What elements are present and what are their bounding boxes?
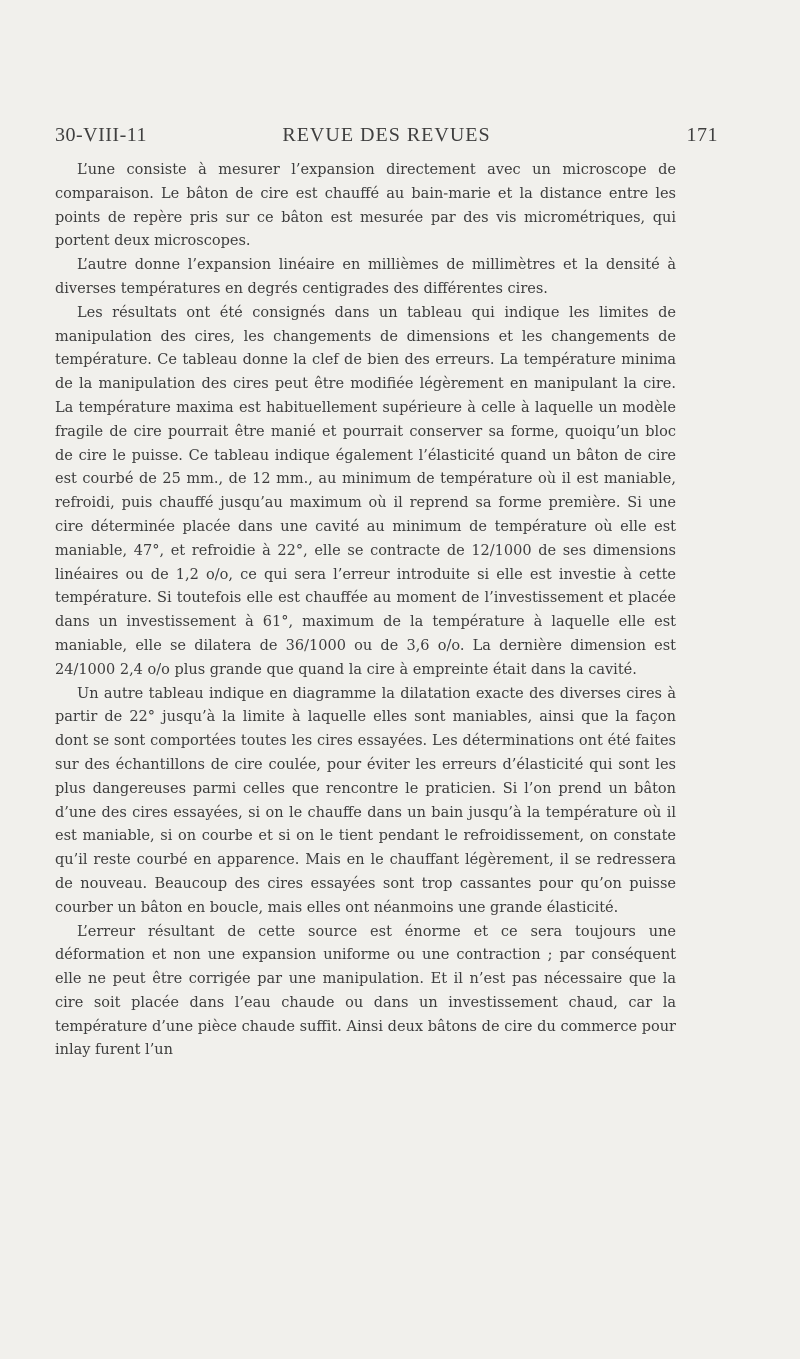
paragraph: Les résultats ont été consignés dans un tableau qui indique les limites de manipulation des cires, les changements de dimensions et les changements de température. Ce tableau donne la clef de bien des erreurs. La température minima de la manipulation des cires peut être modifiée légèrement en manipulant la cire. La température maxima est habituellement supérieure à celle à laquelle un modèle fragile de cire pourrait être manié et pourrait conserver sa forme, quoiqu’un bloc de cire le puisse. Ce tableau indique également l’élasticité quand un bâton de cire est courbé de 25 mm., de 12 mm., au minimum de température où il est maniable, refroidi, puis chauffé jusqu’au maximum où il reprend sa forme première. Si une cire déterminée placée dans une cavité au minimum de température où elle est maniable, 47°, et refroidie à 22°, elle se contracte de 12/1000 de ses dimensions linéaires ou de 1,2 o/o, ce qui sera l’erreur introduite si elle est investie à cette température. Si toutefois elle est chauffée au moment de l’investissement et placée dans un investissement à 61°, maximum de la température à laquelle elle est maniable, elle se dilatera de 36/1000 ou de 3,6 o/o. La dernière dimension est 24/1000 2,4 o/o plus grande que quand la cire à empreinte était dans la cavité. (55, 304, 676, 678)
paragraph: L’une consiste à mesurer l’expansion directement avec un microscope de comparaison. Le bâton de cire est chauffé au bain-marie et la distance entre les points de repère pris sur ce bâton est mesurée par des vis micrométriques, qui portent deux microscopes. (55, 162, 676, 250)
paragraph: L’erreur résultant de cette source est énorme et ce sera toujours une déformation et non une expansion uniforme ou une contraction ; par conséquent elle ne peut être corrigée par une manipulation. Et il n’est pas nécessaire que la cire soit placée dans l’eau chaude ou dans un investissement chaud, car la température d’une pièce chaude suffit. Ainsi deux bâtons de cire du commerce pour inlay furent l’un (55, 923, 676, 1059)
body-text (55, 159, 676, 1063)
running-header (55, 124, 718, 154)
paragraph: Un autre tableau indique en diagramme la dilatation exacte des diverses cires à partir de 22° jusqu’à la limite à laquelle elles sont maniables, ainsi que la façon dont se sont comportées toutes les cires essayées. Les déterminations ont été faites sur des échantillons de cire coulée, pour éviter les erreurs d’élasticité qui sont les plus dangereuses parmi celles que rencontre le praticien. Si l’on prend un bâton d’une des cires essayées, si on le chauffe dans un bain jusqu’à la température où il est maniable, si on courbe et si on le tient pendant le refroidissement, on constate qu’il reste courbé en apparence. Mais en le chauffant légèrement, il se redressera de nouveau. Beaucoup des cires essayées sont trop cassantes pour qu’on puisse courber un bâton en boucle, mais elles ont néanmoins une grande élasticité. (55, 685, 676, 916)
header-date: 30-VIII-11 (55, 124, 148, 146)
page-number: 171 (686, 124, 718, 146)
header-title: REVUE DES REVUES (282, 124, 491, 146)
paragraph: L’autre donne l’expansion linéaire en millièmes de millimètres et la densité à diverses températures en degrés centigrades des différentes cires. (55, 257, 676, 297)
